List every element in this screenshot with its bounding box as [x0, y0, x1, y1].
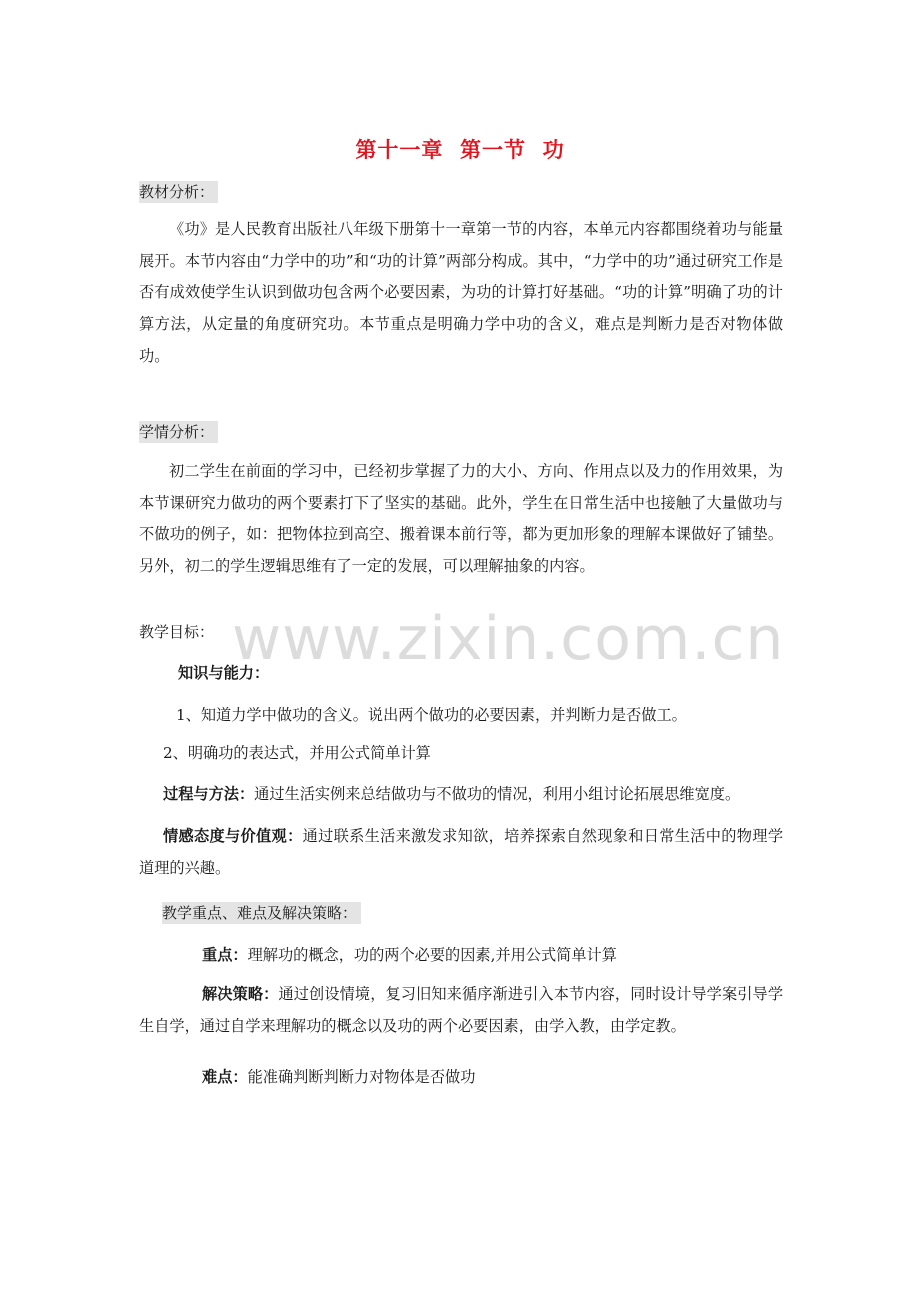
- process-method-text: 通过生活实例来总结做功与不做功的情况，利用小组讨论拓展思维宽度。: [254, 785, 741, 803]
- strategy-text: 通过创设情境，复习旧知来循序渐进引入本节内容，同时设计导学案引导学生自学，通过自学来理解功的概念以及功的两个必要因素，由学入教，由学定教。: [139, 985, 784, 1035]
- section-heading-goals: 教学目标：: [139, 623, 215, 641]
- page-title: 第十一章 第一节 功: [355, 137, 565, 162]
- section-heading-textbook: 教材分析：: [139, 181, 218, 203]
- paragraph-textbook: 《功》是人民教育出版社八年级下册第十一章第一节的内容，本单元内容都围绕着功与能量展开。本节内容由“力学中的功”和“功的计算”两部分构成。其中，“力学中的功”通过研究工作是否有成效使学生认识到做功包含两个必要因素，为功的计算打好基础。“功的计算”明确了功的计算方法，从定量的角度研究功。本节重点是明确力学中功的含义，难点是判断力是否对物体做功。: [139, 220, 783, 365]
- focus-label: 重点：: [202, 946, 248, 964]
- goal-item-2: 2、明确功的表达式，并用公式简单计算: [163, 744, 431, 762]
- goal-item-1: 1、知道力学中做功的含义。说出两个做功的必要因素，并判断力是否做工。: [176, 706, 687, 724]
- focus-text: 理解功的概念，功的两个必要的因素,并用公式简单计算: [247, 946, 617, 964]
- emotion-values-text: 通过联系生活来激发求知欲，培养探索自然现象和日常生活中的物理学道理的兴趣。: [139, 827, 784, 877]
- difficulty-label: 难点：: [202, 1068, 248, 1086]
- emotion-values: [139, 821, 783, 884]
- process-method: [163, 782, 740, 806]
- difficulty-point: [202, 1065, 475, 1089]
- section-heading-key-points: 教学重点、难点及解决策略：: [162, 902, 361, 924]
- emotion-values-label: 情感态度与价值观：: [163, 827, 303, 845]
- site-watermark: www.zixin.com.cn: [232, 604, 785, 674]
- strategy-label: 解决策略：: [202, 985, 279, 1003]
- paragraph-students: 初二学生在前面的学习中，已经初步掌握了力的大小、方向、作用点以及力的作用效果，为本节课研究力做功的两个要素打下了坚实的基础。此外，学生在日常生活中也接触了大量做功与不做功的例子，如：把物体拉到高空、搬着课本前行等，都为更加形象的理解本课做好了铺垫。另外，初二的学生逻辑思维有了一定的发展，可以理解抽象的内容。: [139, 462, 783, 576]
- solution-strategy: [139, 979, 783, 1042]
- section-heading-students: 学情分析：: [139, 421, 218, 443]
- focus-point: [202, 943, 617, 967]
- process-method-label: 过程与方法：: [163, 785, 255, 803]
- knowledge-ability-label: 知识与能力：: [178, 664, 270, 682]
- difficulty-text: 能准确判断判断力对物体是否做功: [247, 1068, 476, 1086]
